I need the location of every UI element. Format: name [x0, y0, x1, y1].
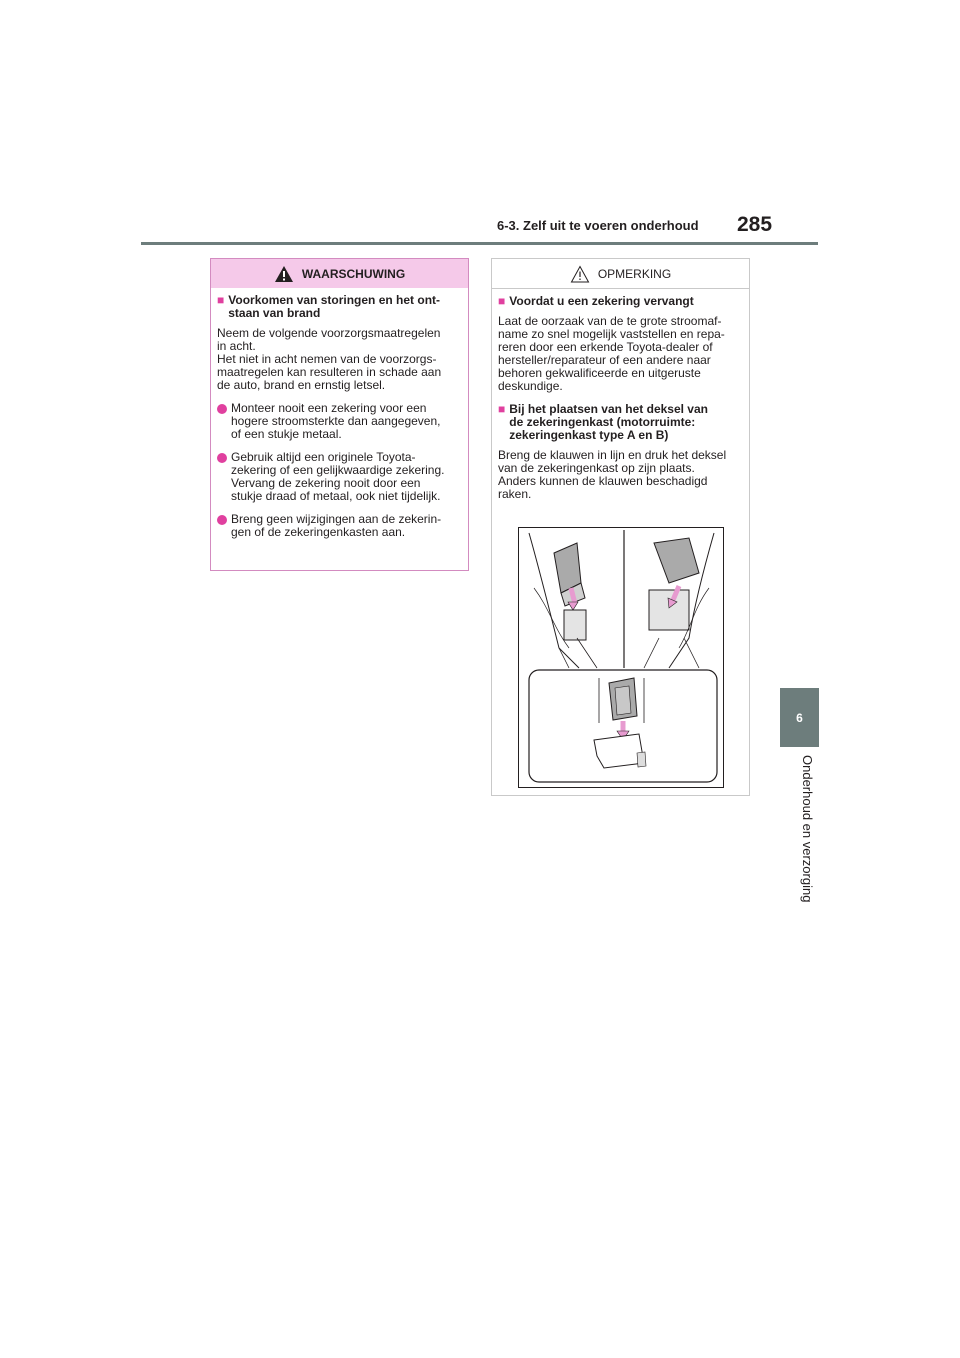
- header-divider: [141, 242, 818, 245]
- note-heading-text: Bij het plaatsen van het deksel van de zekeringenkast (motorruimte: zekeringenkast type A en B): [509, 402, 708, 442]
- warning-bullet-text: Gebruik altijd een originele Toyota- zekering of een gelijkwaardige zekering. Vervang de zekering nooit door een stukje draad of metaal, ook niet tijdelijk.: [231, 450, 445, 503]
- note-body: Breng de klauwen in lijn en druk het deksel van de zekeringenkast op zijn plaats. Anders kunnen de klauwen beschadigd raken.: [498, 448, 727, 501]
- warning-bullet-text: Monteer nooit een zekering voor een hogere stroomsterkte dan aangegeven, of een stukje metaal.: [231, 401, 441, 441]
- caution-triangle-icon: [570, 265, 590, 283]
- note-header: [492, 259, 749, 289]
- note-heading-text: Voordat u een zekering vervangt: [509, 294, 694, 308]
- chapter-tab: [780, 688, 819, 747]
- warning-triangle-icon: [274, 265, 294, 283]
- warning-bullet: [217, 402, 462, 441]
- warning-header: [211, 259, 468, 288]
- warning-intro: Neem de volgende voorzorgsmaatregelen in acht. Het niet in acht nemen van de voorzorgs- maatregelen kan resulteren in schade aan de auto, brand en ernstig letsel.: [217, 326, 442, 392]
- warning-bullet-text: Breng geen wijzigingen aan de zekerin- gen of de zekeringenkasten aan.: [231, 512, 442, 539]
- note-heading: [498, 403, 743, 442]
- bullet-dot-icon: [217, 515, 227, 525]
- chapter-number: 6: [796, 710, 803, 725]
- note-heading: [498, 295, 743, 308]
- square-bullet-icon: ■: [498, 402, 506, 416]
- square-bullet-icon: ■: [498, 294, 506, 308]
- warning-title: WAARSCHUWING: [301, 266, 406, 281]
- bullet-dot-icon: [217, 404, 227, 414]
- square-bullet-icon: ■: [217, 293, 225, 307]
- warning-heading-text: Voorkomen van storingen en het ont- staan van brand: [228, 293, 441, 320]
- warning-box: [210, 258, 469, 571]
- note-body: Laat de oorzaak van de te grote stroomaf- name zo snel mogelijk vaststellen en repa- reren door een erkende Toyota-dealer of hersteller/reparateur of een andere naar behoren gekwalificeerde en uitgeruste deskundige.: [498, 314, 725, 393]
- warning-bullet: [217, 513, 462, 539]
- section-title: 6-3. Zelf uit te voeren onderhoud: [497, 218, 699, 233]
- page-number: 285: [737, 213, 773, 236]
- chapter-title: Onderhoud en verzorging: [800, 755, 815, 903]
- note-box: [491, 258, 750, 796]
- fuse-box-drawing: [519, 528, 723, 787]
- warning-bullet: [217, 451, 462, 503]
- bullet-dot-icon: [217, 453, 227, 463]
- note-title: OPMERKING: [597, 266, 672, 281]
- warning-heading: [217, 294, 462, 320]
- fuse-box-cover-illustration: [518, 527, 724, 788]
